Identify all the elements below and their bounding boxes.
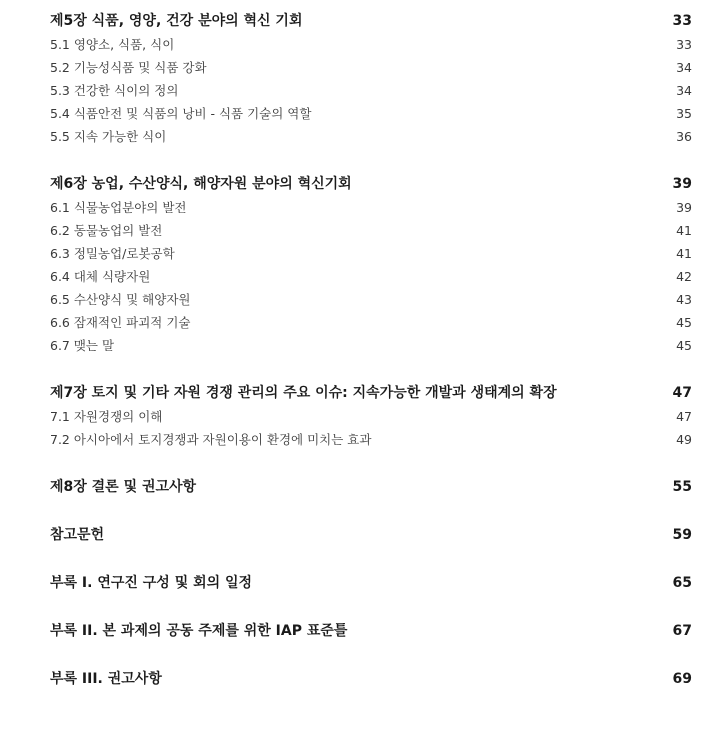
toc-entry-title: 7.2 아시아에서 토지경쟁과 자원이용이 환경에 미치는 효과 bbox=[50, 432, 372, 447]
toc-section-5-4[interactable] bbox=[50, 102, 692, 125]
spacer bbox=[50, 643, 692, 667]
toc-section-6-1[interactable] bbox=[50, 196, 692, 219]
toc-page-number: 47 bbox=[672, 385, 692, 401]
toc-page-number: 33 bbox=[676, 37, 692, 52]
toc-page-number: 39 bbox=[672, 176, 692, 192]
table-of-contents bbox=[50, 9, 692, 691]
toc-page-number: 47 bbox=[676, 409, 692, 424]
toc-entry-title: 부록 I. 연구진 구성 및 회의 일정 bbox=[50, 575, 253, 591]
spacer bbox=[50, 499, 692, 523]
toc-section-6-3[interactable] bbox=[50, 242, 692, 265]
toc-entry-title: 참고문헌 bbox=[50, 527, 105, 543]
toc-entry-title: 7.1 자원경쟁의 이해 bbox=[50, 409, 163, 424]
spacer bbox=[50, 451, 692, 475]
toc-page-number: 65 bbox=[672, 575, 692, 591]
toc-page-number: 55 bbox=[672, 479, 692, 495]
toc-references[interactable] bbox=[50, 523, 692, 547]
toc-appendix-2[interactable] bbox=[50, 619, 692, 643]
toc-chapter-6[interactable] bbox=[50, 172, 692, 196]
toc-page-number: 33 bbox=[672, 13, 692, 29]
toc-entry-title: 6.7 맺는 말 bbox=[50, 338, 115, 353]
toc-page-number: 34 bbox=[676, 60, 692, 75]
toc-entry-title: 6.6 잠재적인 파괴적 기술 bbox=[50, 315, 191, 330]
toc-section-7-2[interactable] bbox=[50, 428, 692, 451]
toc-entry-title: 6.1 식물농업분야의 발전 bbox=[50, 200, 187, 215]
toc-chapter-5[interactable] bbox=[50, 9, 692, 33]
toc-page-number: 41 bbox=[676, 246, 692, 261]
toc-page-number: 43 bbox=[676, 292, 692, 307]
toc-entry-title: 5.2 기능성식품 및 식품 강화 bbox=[50, 60, 207, 75]
toc-section-5-3[interactable] bbox=[50, 79, 692, 102]
toc-entry-title: 제6장 농업, 수산양식, 해양자원 분야의 혁신기회 bbox=[50, 176, 352, 192]
toc-page-number: 69 bbox=[672, 671, 692, 687]
toc-entry-title: 5.3 건강한 식이의 정의 bbox=[50, 83, 179, 98]
toc-section-6-5[interactable] bbox=[50, 288, 692, 311]
toc-chapter-8[interactable] bbox=[50, 475, 692, 499]
toc-section-6-7[interactable] bbox=[50, 334, 692, 357]
toc-entry-title: 6.3 정밀농업/로봇공학 bbox=[50, 246, 175, 261]
toc-section-6-2[interactable] bbox=[50, 219, 692, 242]
toc-entry-title: 5.4 식품안전 및 식품의 낭비 - 식품 기술의 역할 bbox=[50, 106, 312, 121]
toc-entry-title: 6.4 대체 식량자원 bbox=[50, 269, 151, 284]
toc-entry-title: 6.2 동물농업의 발전 bbox=[50, 223, 163, 238]
toc-page-number: 41 bbox=[676, 223, 692, 238]
toc-section-5-1[interactable] bbox=[50, 33, 692, 56]
toc-entry-title: 부록 III. 권고사항 bbox=[50, 671, 162, 687]
spacer bbox=[50, 547, 692, 571]
spacer bbox=[50, 595, 692, 619]
toc-entry-title: 제5장 식품, 영양, 건강 분야의 혁신 기회 bbox=[50, 13, 303, 29]
toc-section-5-2[interactable] bbox=[50, 56, 692, 79]
toc-section-7-1[interactable] bbox=[50, 405, 692, 428]
toc-page-number: 45 bbox=[676, 315, 692, 330]
toc-page-number: 49 bbox=[676, 432, 692, 447]
toc-appendix-1[interactable] bbox=[50, 571, 692, 595]
toc-chapter-7[interactable] bbox=[50, 381, 692, 405]
toc-page-number: 45 bbox=[676, 338, 692, 353]
toc-page-number: 36 bbox=[676, 129, 692, 144]
toc-page-number: 35 bbox=[676, 106, 692, 121]
toc-entry-title: 6.5 수산양식 및 해양자원 bbox=[50, 292, 191, 307]
toc-section-5-5[interactable] bbox=[50, 125, 692, 148]
toc-page-number: 67 bbox=[672, 623, 692, 639]
toc-entry-title: 제7장 토지 및 기타 자원 경쟁 관리의 주요 이슈: 지속가능한 개발과 생태계의 확장 bbox=[50, 385, 557, 401]
spacer bbox=[50, 357, 692, 381]
toc-entry-title: 5.1 영양소, 식품, 식이 bbox=[50, 37, 175, 52]
toc-page-number: 59 bbox=[672, 527, 692, 543]
toc-page-number: 39 bbox=[676, 200, 692, 215]
toc-page-number: 42 bbox=[676, 269, 692, 284]
spacer bbox=[50, 148, 692, 172]
toc-section-6-4[interactable] bbox=[50, 265, 692, 288]
toc-page-number: 34 bbox=[676, 83, 692, 98]
toc-appendix-3[interactable] bbox=[50, 667, 692, 691]
toc-section-6-6[interactable] bbox=[50, 311, 692, 334]
toc-entry-title: 5.5 지속 가능한 식이 bbox=[50, 129, 167, 144]
toc-entry-title: 부록 II. 본 과제의 공동 주제를 위한 IAP 표준틀 bbox=[50, 623, 348, 639]
toc-entry-title: 제8장 결론 및 권고사항 bbox=[50, 479, 197, 495]
